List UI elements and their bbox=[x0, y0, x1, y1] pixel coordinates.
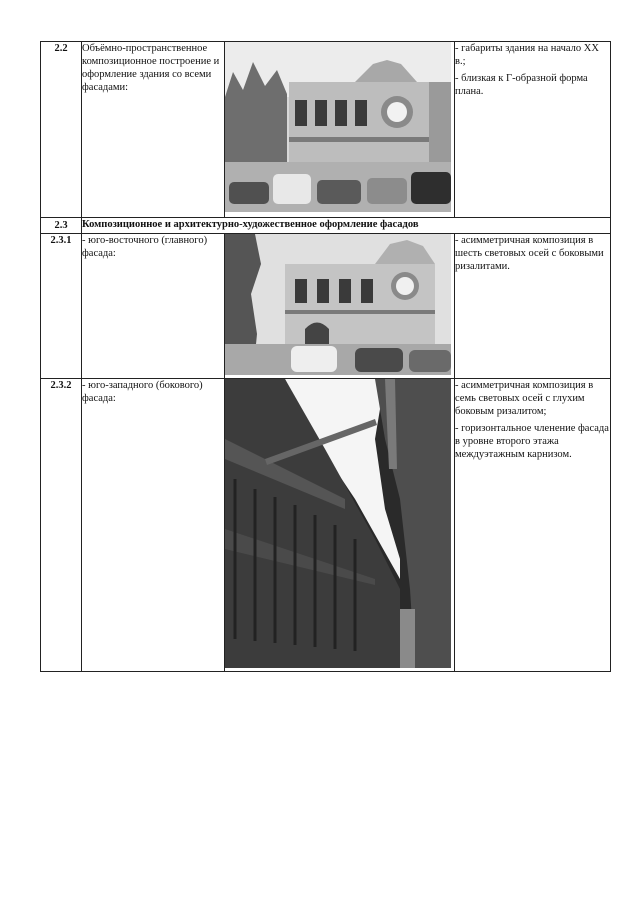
section-header-row bbox=[41, 218, 611, 234]
row-number: 2.3.2 bbox=[41, 379, 82, 672]
row-notes bbox=[455, 42, 611, 218]
side-facade-photo bbox=[225, 379, 451, 668]
photo-cell bbox=[225, 42, 455, 218]
building-photo bbox=[225, 42, 451, 212]
table-row bbox=[41, 42, 611, 218]
row-notes bbox=[455, 379, 611, 672]
row-description: - юго-западного (бокового) фасада: bbox=[82, 379, 225, 672]
table-row bbox=[41, 379, 611, 672]
row-number: 2.3.1 bbox=[41, 234, 82, 379]
row-description: - юго-восточного (главного) фасада: bbox=[82, 234, 225, 379]
heritage-features-table bbox=[40, 41, 611, 672]
note-item: - габариты здания на начало XX в.; bbox=[455, 43, 599, 67]
row-description: Объёмно-пространственное композиционное построение и оформление здания со всеми фасадами: bbox=[82, 42, 225, 218]
section-title: Композиционное и архитектурно-художественное оформление фасадов bbox=[82, 218, 611, 234]
note-item: - близкая к Г-образной форма плана. bbox=[455, 73, 588, 97]
note-item: - асимметричная композиция в семь световых осей с глухим боковым ризалитом; bbox=[455, 380, 594, 417]
row-number: 2.2 bbox=[41, 42, 82, 218]
table-row bbox=[41, 234, 611, 379]
row-number: 2.3 bbox=[41, 218, 82, 234]
row-notes bbox=[455, 234, 611, 379]
note-item: - асимметричная композиция в шесть световых осей с боковыми ризалитами. bbox=[455, 235, 604, 272]
main-facade-photo bbox=[225, 234, 451, 375]
photo-cell bbox=[225, 379, 455, 672]
photo-cell bbox=[225, 234, 455, 379]
note-item: - горизонтальное членение фасада в уровне второго этажа междуэтажным карнизом. bbox=[455, 423, 609, 460]
